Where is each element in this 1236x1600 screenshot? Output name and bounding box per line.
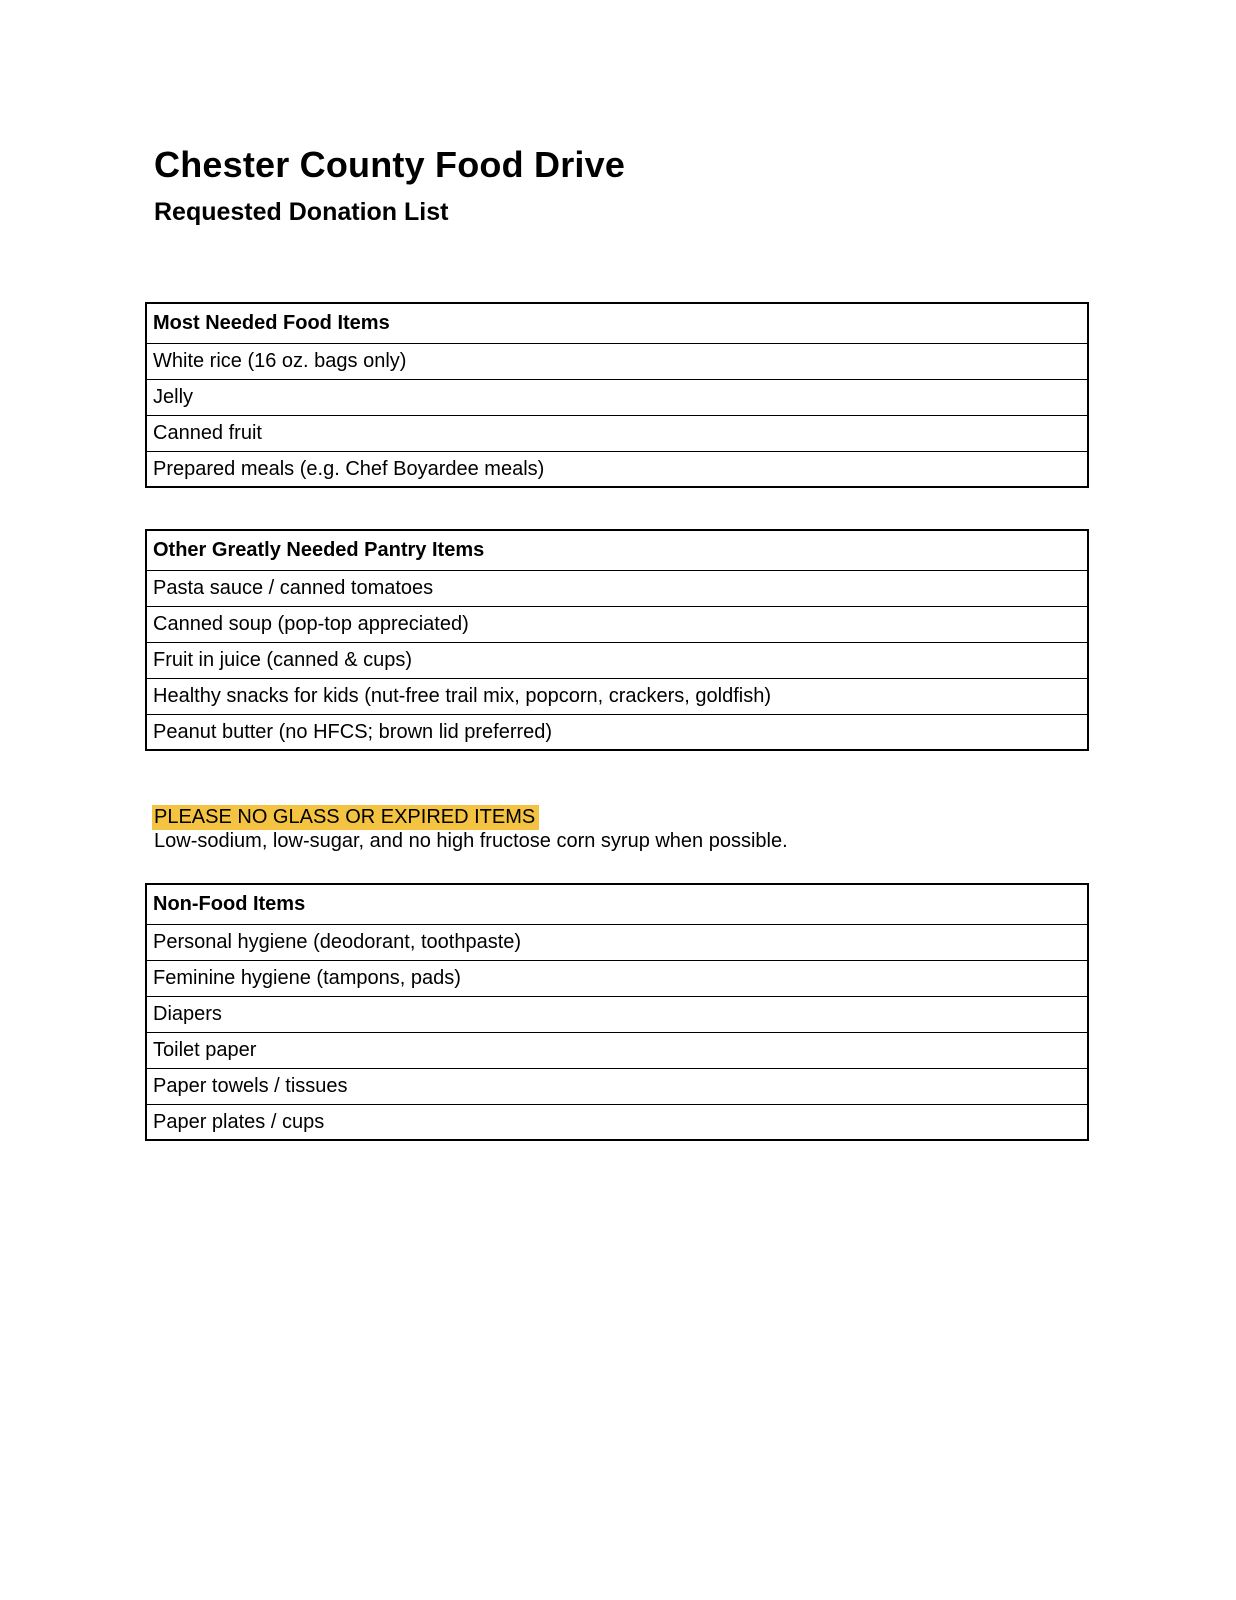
pantry-items-table — [145, 529, 1089, 751]
table-row: Healthy snacks for kids (nut-free trail mix, popcorn, crackers, goldfish) — [146, 678, 1088, 714]
table-row: Jelly — [146, 379, 1088, 415]
table-row: Personal hygiene (deodorant, toothpaste) — [146, 924, 1088, 960]
table-row: Paper plates / cups — [146, 1104, 1088, 1140]
page-title: Chester County Food Drive — [154, 144, 626, 185]
table-row: Peanut butter (no HFCS; brown lid preferred) — [146, 714, 1088, 750]
table-header-pantry: Other Greatly Needed Pantry Items — [146, 530, 1088, 570]
table-row: Canned soup (pop-top appreciated) — [146, 606, 1088, 642]
note-detail: Low-sodium, low-sugar, and no high fructose corn syrup when possible. — [154, 830, 788, 852]
table-row: Canned fruit — [146, 415, 1088, 451]
no-glass-highlight: PLEASE NO GLASS OR EXPIRED ITEMS — [152, 805, 539, 830]
no-glass-warning-line — [154, 805, 1089, 829]
donation-note — [154, 805, 1089, 853]
table-row: Pasta sauce / canned tomatoes — [146, 570, 1088, 606]
table-header-non-food: Non-Food Items — [146, 884, 1088, 924]
table-row: Prepared meals (e.g. Chef Boyardee meals) — [146, 451, 1088, 487]
table-row: Feminine hygiene (tampons, pads) — [146, 960, 1088, 996]
table-row: White rice (16 oz. bags only) — [146, 343, 1088, 379]
table-row: Paper towels / tissues — [146, 1068, 1088, 1104]
table-row: Diapers — [146, 996, 1088, 1032]
page-subtitle: Requested Donation List — [154, 198, 449, 226]
table-header-most-needed: Most Needed Food Items — [146, 303, 1088, 343]
table-row: Toilet paper — [146, 1032, 1088, 1068]
table-row: Fruit in juice (canned & cups) — [146, 642, 1088, 678]
most-needed-food-items-table — [145, 302, 1089, 488]
non-food-items-table — [145, 883, 1089, 1141]
